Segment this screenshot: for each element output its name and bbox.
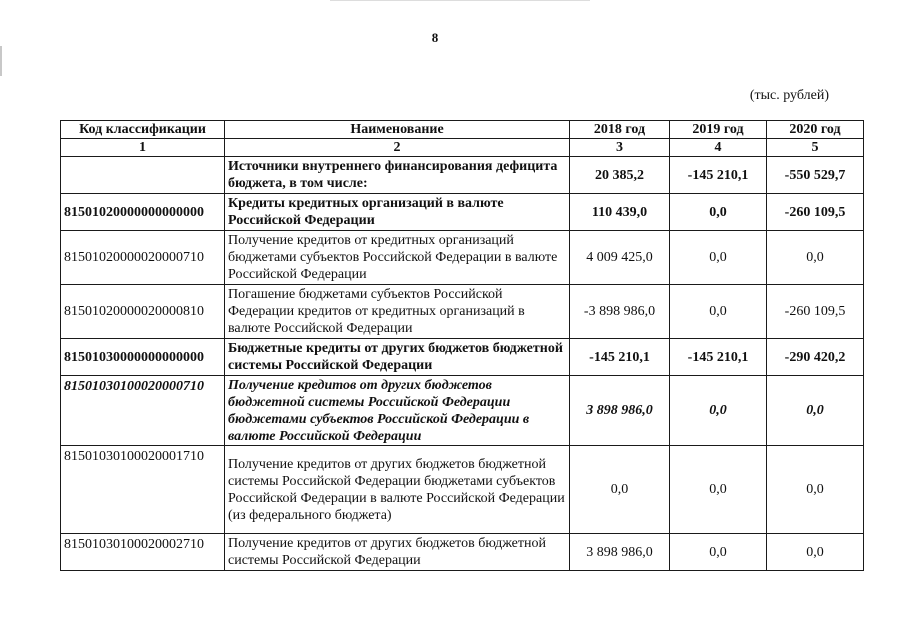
classification-code: 81501030100020001710: [61, 446, 225, 534]
value-2019: 0,0: [670, 231, 767, 285]
value-2018: 3 898 986,0: [570, 376, 670, 446]
item-name: Бюджетные кредиты от других бюджетов бюджетной системы Российской Федерации: [225, 339, 570, 376]
page-number: 8: [431, 30, 439, 45]
value-2020: 0,0: [767, 446, 864, 534]
value-2020: 0,0: [767, 376, 864, 446]
item-name: Источники внутреннего финансирования дефицита бюджета, в том числе:: [225, 157, 570, 194]
classification-code: 81501020000000000000: [61, 194, 225, 231]
classification-code: 81501030000000000000: [61, 339, 225, 376]
table-row: [61, 231, 864, 285]
table-row: [61, 194, 864, 231]
item-name: Погашение бюджетами субъектов Российской Федерации кредитов от кредитных организаций в валюте Российской Федерации: [225, 285, 570, 339]
column-index: 2: [225, 139, 570, 157]
header-2018: 2018 год: [570, 121, 670, 139]
value-2019: -145 210,1: [670, 157, 767, 194]
classification-code: 81501030100020000710: [61, 376, 225, 446]
value-2019: -145 210,1: [670, 339, 767, 376]
column-index: 5: [767, 139, 864, 157]
column-index: 1: [61, 139, 225, 157]
header-2019: 2019 год: [670, 121, 767, 139]
value-2018: 4 009 425,0: [570, 231, 670, 285]
column-index: 3: [570, 139, 670, 157]
classification-code: 81501020000020000710: [61, 231, 225, 285]
value-2020: 0,0: [767, 534, 864, 571]
header-2020: 2020 год: [767, 121, 864, 139]
item-name: Получение кредитов от других бюджетов бюджетной системы Российской Федерации: [225, 534, 570, 571]
scan-edge-mark: [330, 0, 590, 1]
value-2020: -550 529,7: [767, 157, 864, 194]
table-row: [61, 157, 864, 194]
table-row: [61, 376, 864, 446]
value-2020: 0,0: [767, 231, 864, 285]
value-2019: 0,0: [670, 376, 767, 446]
value-2020: -260 109,5: [767, 194, 864, 231]
value-2018: 3 898 986,0: [570, 534, 670, 571]
value-2019: 0,0: [670, 534, 767, 571]
classification-code: 81501030100020002710: [61, 534, 225, 571]
value-2019: 0,0: [670, 446, 767, 534]
table-row: [61, 339, 864, 376]
classification-code: [61, 157, 225, 194]
column-index: 4: [670, 139, 767, 157]
value-2018: 110 439,0: [570, 194, 670, 231]
value-2018: 0,0: [570, 446, 670, 534]
value-2018: -145 210,1: [570, 339, 670, 376]
header-name: Наименование: [225, 121, 570, 139]
classification-code: 81501020000020000810: [61, 285, 225, 339]
item-name: Получение кредитов от других бюджетов бюджетной системы Российской Федерации бюджетами субъектов Российской Федерации в валюте Российской Федерации: [225, 376, 570, 446]
column-index-row: [61, 139, 864, 157]
units-label: (тыс. рублей): [749, 88, 829, 103]
value-2020: -260 109,5: [767, 285, 864, 339]
item-name: Получение кредитов от кредитных организаций бюджетами субъектов Российской Федерации в валюте Российской Федерации: [225, 231, 570, 285]
budget-sources-table: [60, 120, 864, 571]
table-row: [61, 285, 864, 339]
table-row: [61, 534, 864, 571]
table-row: [61, 446, 864, 534]
header-code: Код классификации: [61, 121, 225, 139]
value-2018: 20 385,2: [570, 157, 670, 194]
table-header-row: [61, 121, 864, 139]
value-2018: -3 898 986,0: [570, 285, 670, 339]
scan-edge-mark: [0, 46, 2, 76]
item-name: Кредиты кредитных организаций в валюте Российской Федерации: [225, 194, 570, 231]
item-name: Получение кредитов от других бюджетов бюджетной системы Российской Федерации бюджетами субъектов Российской Федерации в валюте Российской Федерации (из федерального бюджета): [225, 446, 570, 534]
value-2019: 0,0: [670, 285, 767, 339]
value-2020: -290 420,2: [767, 339, 864, 376]
value-2019: 0,0: [670, 194, 767, 231]
